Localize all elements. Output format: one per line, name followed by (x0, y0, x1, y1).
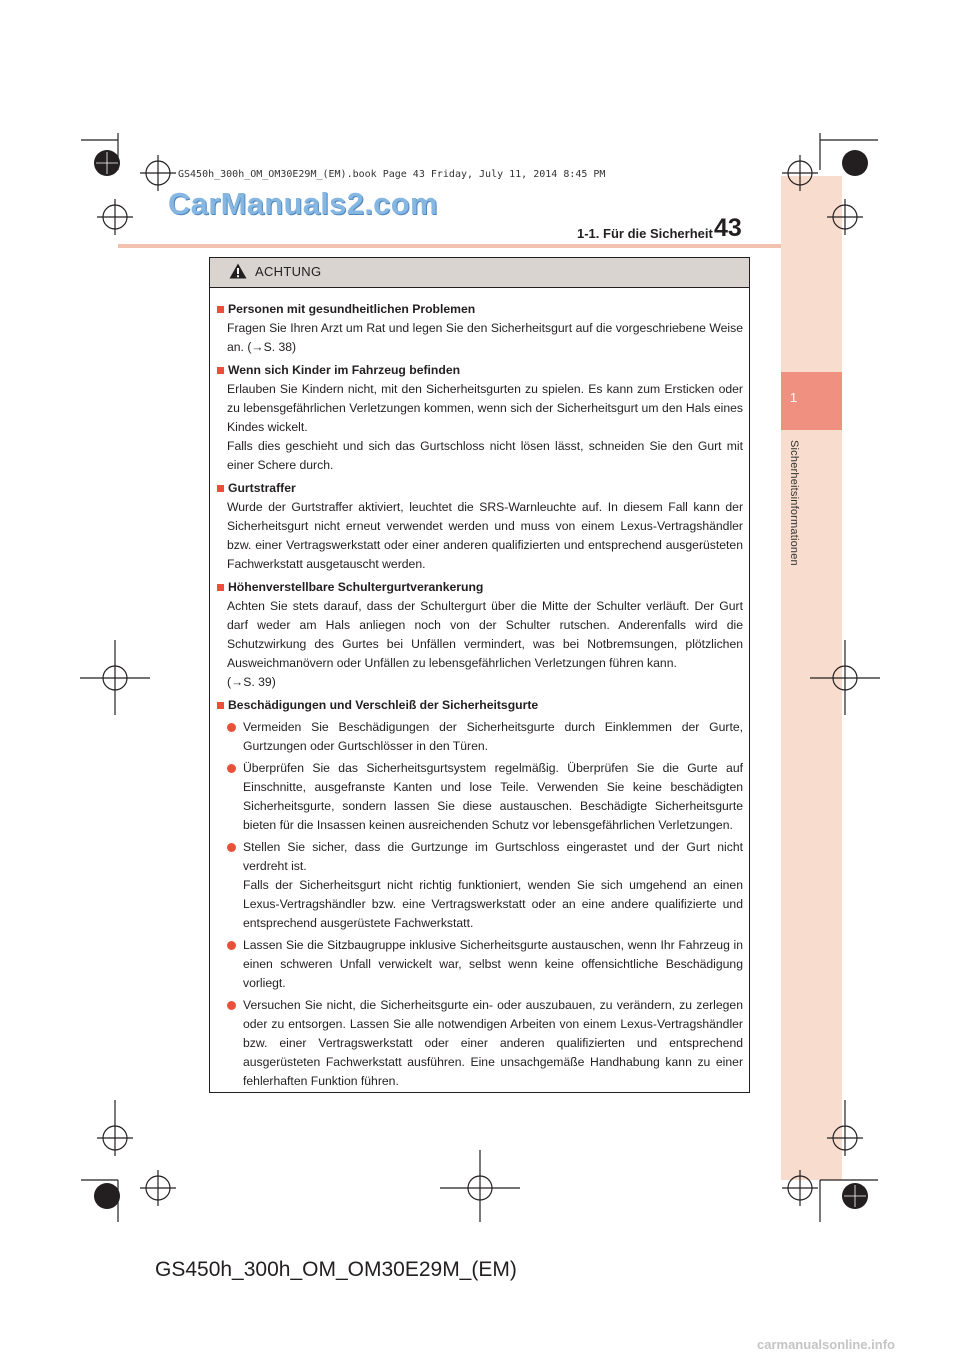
header-rule (118, 244, 781, 248)
paragraph: Erlauben Sie Kindern nicht, mit den Sicherheitsgurten zu spielen. Es kann zum Ersticken oder zu lebensgefährlichen Verletzungen kommen, wenn sich der Sicherheitsgurt um den Hals eines Kindes wickelt. (227, 382, 743, 434)
paragraph: Achten Sie stets darauf, dass der Schultergurt über die Mitte der Schulter verläuft. Der Gurt darf weder am Hals anliegen noch von der Schulter rutschen. Anderenfalls wird die Schutzwirkung des Gurtes bei Unfällen vermindert, was bei Notbremsungen, plötzlichen Ausweichmanövern oder Unfällen zu lebensgefährlichen Verletzungen führen kann. (227, 599, 743, 670)
round-bullet-icon (227, 843, 236, 852)
section-heading: Höhenverstellbare Schultergurtverankerung (217, 578, 743, 597)
section-title: 1-1. Für die Sicherheit (577, 226, 713, 241)
document-code: GS450h_300h_OM_OM30E29M_(EM) (155, 1258, 517, 1281)
paragraph: Wurde der Gurtstraffer aktiviert, leuchtet die SRS-Warnleuchte auf. In diesem Fall kann der Sicherheitsgurt nicht erneut verwendet werden und muss von einem Lexus-Vertragshändler bzw. einer Vertragswerkstatt oder einer anderen qualifizierten und entsprechend ausgerüsteten Fachwerkstatt ausgetauscht werden. (227, 500, 743, 571)
paragraph: (→S. 39) (227, 675, 276, 689)
site-logo[interactable]: CarManuals2.com (168, 186, 438, 221)
round-bullet-icon (227, 941, 236, 950)
watermark: carmanualsonline.info (757, 1337, 895, 1352)
paragraph: Falls dies geschieht und sich das Gurtschloss nicht lösen lässt, schneiden Sie den Gurt mit einer Schere durch. (227, 439, 743, 472)
chapter-title-vertical (784, 440, 804, 600)
bullet-item: Lassen Sie die Sitzbaugruppe inklusive Sicherheitsgurte austauschen, wenn Ihr Fahrzeug in einen schweren Unfall verwickelt war, selbst wenn keine offensichtliche Beschädigung vorliegt. (217, 936, 743, 993)
square-bullet-icon (217, 306, 224, 313)
chapter-number: 1 (789, 390, 798, 405)
paragraph: Fragen Sie Ihren Arzt um Rat und legen Sie den Sicherheitsgurt auf die vorgeschriebene Weise an. (→S. 38) (227, 321, 743, 354)
section-heading: Wenn sich Kinder im Fahrzeug befinden (217, 361, 743, 380)
warning-content (217, 300, 743, 1091)
bullet-item: Überprüfen Sie das Sicherheitsgurtsystem regelmäßig. Überprüfen Sie die Gurte auf Einschnitte, ausgefranste Kanten und lose Teile. Verwenden Sie keine beschädigten Sicherheitsgurte, sondern lassen Sie diese austauschen. Beschädigte Sicherheitsgurte bieten für die Insassen keinen ausreichenden Schutz vor lebensgefährlichen Verletzungen. (217, 759, 743, 835)
warning-triangle-icon (229, 263, 247, 279)
section-heading: Personen mit gesundheitlichen Problemen (217, 300, 743, 319)
bullet-item: Versuchen Sie nicht, die Sicherheitsgurte ein- oder auszubauen, zu verändern, zu zerlegen oder zu entsorgen. Lassen Sie alle notwendigen Arbeiten von einem Lexus-Vertragshändler bzw. einer Vertragswerkstatt oder einer anderen qualifizierten und entsprechend ausgerüsteten Fachwerkstatt ausführen. Eine unsachgemäße Handhabung kann zu einer fehlerhaften Funktion führen. (217, 996, 743, 1091)
round-bullet-icon (227, 764, 236, 773)
page-number: 43 (714, 214, 742, 242)
chapter-title: Sicherheitsinformationen (788, 440, 800, 566)
round-bullet-icon (227, 1001, 236, 1010)
square-bullet-icon (217, 584, 224, 591)
square-bullet-icon (217, 485, 224, 492)
section-heading: Gurtstraffer (217, 479, 743, 498)
section-heading: Beschädigungen und Verschleiß der Sicherheitsgurte (217, 696, 743, 715)
chapter-strip (781, 176, 842, 1180)
bullet-item: Vermeiden Sie Beschädigungen der Sicherheitsgurte durch Einklemmen der Gurte, Gurtzungen oder Gurtschlösser in den Türen. (217, 718, 743, 756)
warning-title: ACHTUNG (255, 264, 322, 279)
square-bullet-icon (217, 367, 224, 374)
square-bullet-icon (217, 702, 224, 709)
round-bullet-icon (227, 723, 236, 732)
bullet-item: Stellen Sie sicher, dass die Gurtzunge im Gurtschloss eingerastet und der Gurt nicht verdreht ist. Falls der Sicherheitsgurt nicht richtig funktioniert, wenden Sie sich umgehend an einen Lexus-Vertragshändler bzw. eine Vertragswerkstatt oder an eine andere qualifizierte und entsprechend ausgerüstete Fachwerkstatt. (217, 838, 743, 933)
file-stamp: GS450h_300h_OM_OM30E29M_(EM).book Page 43 Friday, July 11, 2014 8:45 PM (178, 169, 606, 180)
